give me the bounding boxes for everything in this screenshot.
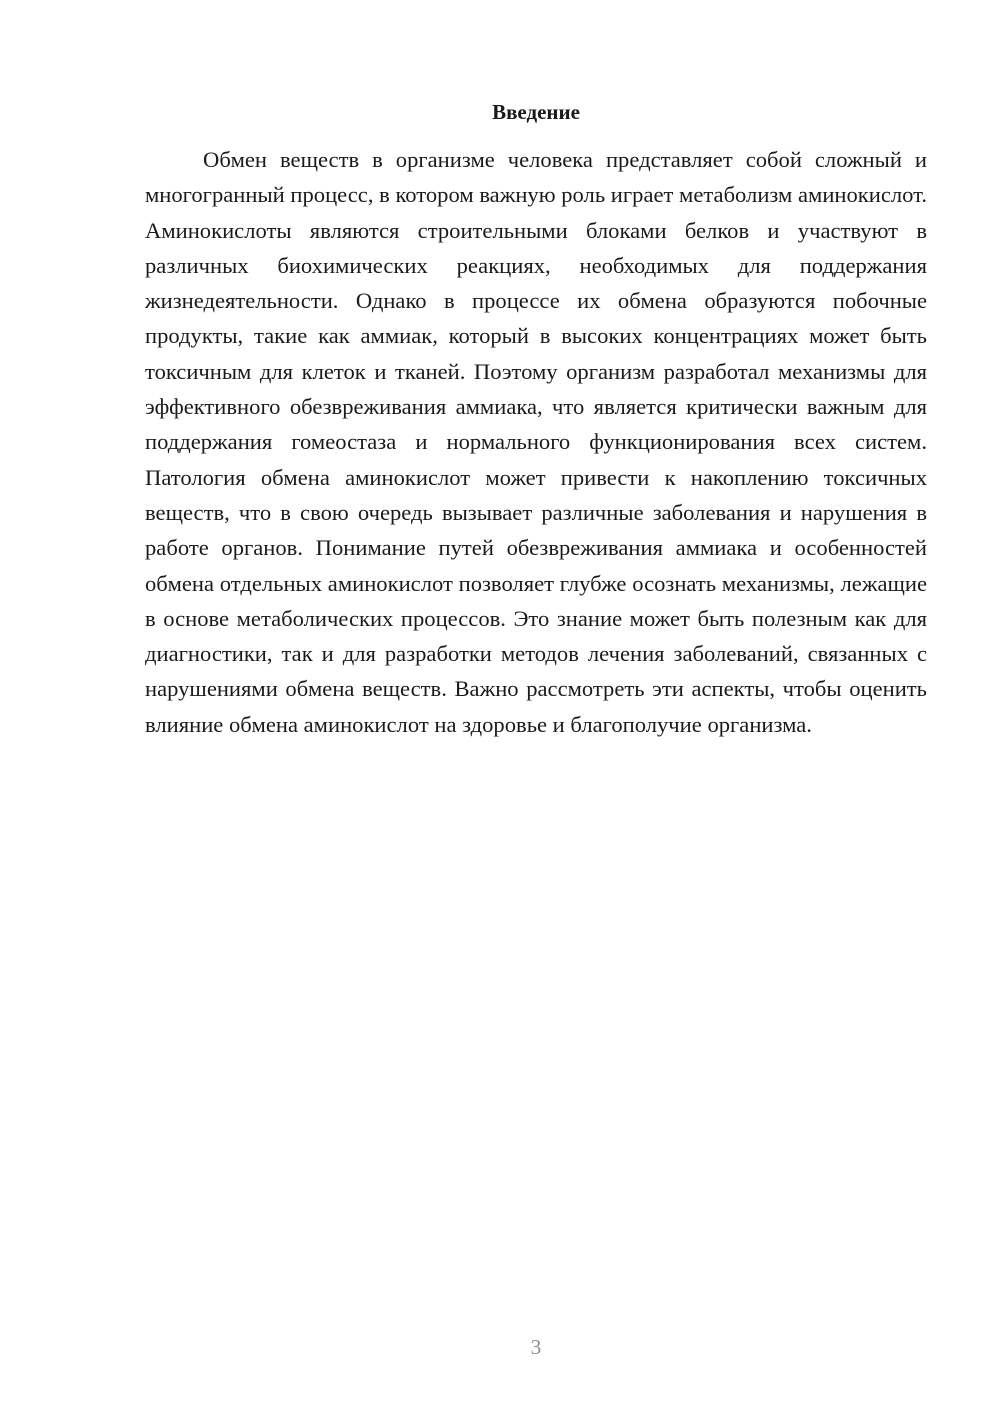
introduction-paragraph: Обмен веществ в организме человека представляет собой сложный и многогранный процесс, в котором важную роль играет метаболизм аминокислот. Аминокислоты являются строительными блоками белков и участвуют в различных биохимических реакциях, необходимых для поддержания жизнедеятельности. Однако в процессе их обмена образуются побочные продукты, такие как аммиак, который в высоких концентрациях может быть токсичным для клеток и тканей. Поэтому организм разработал механизмы для эффективного обезвреживания аммиака, что является критически важным для поддержания гомеостаза и нормального функционирования всех систем. Патология обмена аминокислот может привести к накоплению токсичных веществ, что в свою очередь вызывает различные заболевания и нарушения в работе органов. Понимание путей обезвреживания аммиака и особенностей обмена отдельных аминокислот позволяет глубже осознать механизмы, лежащие в основе метаболических процессов. Это знание может быть полезным как для диагностики, так и для разработки методов лечения заболеваний, связанных с нарушениями обмена веществ. Важно рассмотреть эти аспекты, чтобы оценить влияние обмена аминокислот на здоровье и благополучие организма. (145, 147, 927, 737)
page-number: 3 (530, 1335, 542, 1359)
section-title: Введение (492, 100, 580, 124)
